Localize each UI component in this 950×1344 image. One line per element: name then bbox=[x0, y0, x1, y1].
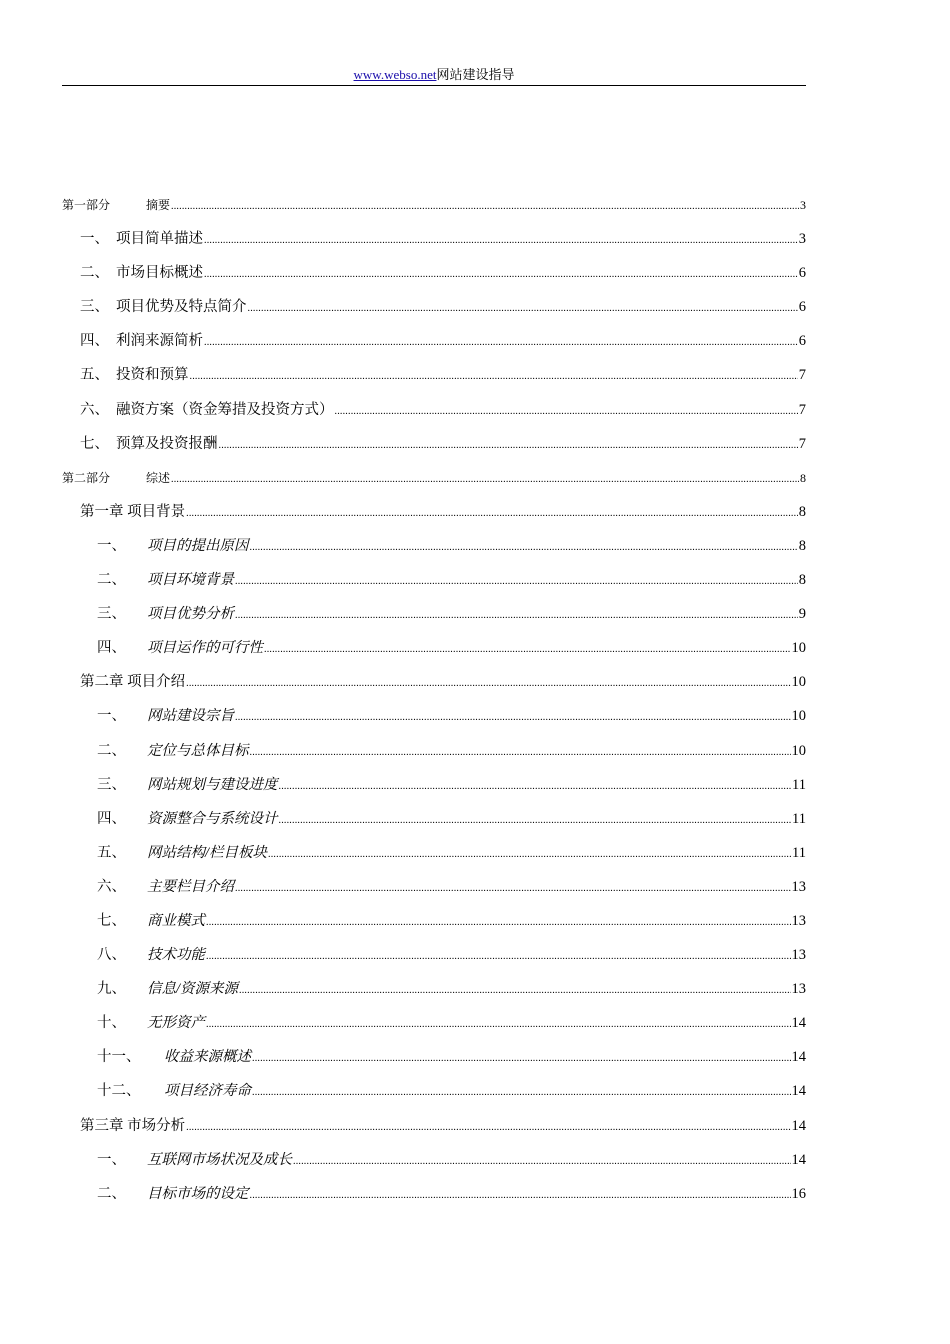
toc-dot-leader bbox=[235, 872, 791, 906]
toc-entry-page-number: 8 bbox=[800, 470, 806, 485]
toc-entry-title: 资源整合与系统设计 bbox=[147, 810, 278, 827]
toc-entry-page-number: 7 bbox=[798, 367, 806, 384]
toc-entry-title: 网站结构/栏目板块 bbox=[147, 844, 268, 861]
toc-entry-title: 市场目标概述 bbox=[116, 265, 203, 282]
toc-entry[interactable] bbox=[62, 324, 806, 358]
toc-entry-page-number: 10 bbox=[791, 674, 806, 691]
toc-entry-page-number: 3 bbox=[798, 231, 806, 248]
toc-entry-page-number: 16 bbox=[791, 1185, 806, 1202]
toc-entry-page-number: 6 bbox=[798, 333, 806, 350]
toc-entry-page-number: 14 bbox=[791, 1117, 806, 1134]
toc-dot-leader bbox=[335, 395, 798, 429]
toc-entry-title: 利润来源简析 bbox=[116, 333, 203, 350]
toc-entry-number: 一、 bbox=[97, 1151, 126, 1168]
toc-entry-title: 网站建设宗旨 bbox=[147, 708, 234, 725]
toc-entry-title: 网站规划与建设进度 bbox=[147, 776, 278, 793]
toc-dot-leader bbox=[250, 1179, 791, 1213]
toc-entry-title: 第二章 项目介绍 bbox=[80, 674, 186, 691]
toc-dot-leader bbox=[235, 701, 791, 735]
toc-dot-leader bbox=[204, 258, 798, 292]
toc-entry[interactable] bbox=[62, 427, 806, 461]
table-of-contents bbox=[62, 188, 806, 1211]
toc-entry-number: 四、 bbox=[97, 640, 126, 657]
toc-dot-leader bbox=[235, 565, 798, 599]
toc-entry-page-number: 10 bbox=[791, 742, 806, 759]
toc-entry-number: 四、 bbox=[97, 810, 126, 827]
toc-entry-page-number: 11 bbox=[792, 776, 806, 793]
toc-entry-number: 二、 bbox=[97, 742, 126, 759]
toc-entry-title: 目标市场的设定 bbox=[147, 1185, 249, 1202]
toc-entry[interactable] bbox=[62, 290, 806, 324]
toc-entry[interactable] bbox=[62, 1177, 806, 1211]
toc-entry-page-number: 9 bbox=[798, 606, 806, 623]
toc-dot-leader bbox=[190, 360, 798, 394]
toc-entry-title: 融资方案（资金筹措及投资方式） bbox=[116, 401, 334, 418]
toc-entry-page-number: 8 bbox=[798, 537, 806, 554]
toc-entry-page-number: 8 bbox=[798, 503, 806, 520]
toc-entry-page-number: 13 bbox=[791, 981, 806, 998]
toc-entry-title: 定位与总体目标 bbox=[147, 742, 249, 759]
toc-entry-number: 十二、 bbox=[97, 1083, 141, 1100]
toc-entry-number: 第二部分 bbox=[62, 470, 111, 485]
toc-entry[interactable] bbox=[62, 529, 806, 563]
toc-entry[interactable] bbox=[62, 358, 806, 392]
toc-dot-leader bbox=[171, 463, 799, 497]
toc-entry[interactable] bbox=[62, 188, 806, 222]
toc-entry-number: 十一、 bbox=[97, 1049, 141, 1066]
toc-entry[interactable] bbox=[62, 495, 806, 529]
toc-entry-page-number: 10 bbox=[791, 708, 806, 725]
toc-entry-title: 项目简单描述 bbox=[116, 231, 203, 248]
toc-dot-leader bbox=[206, 1008, 791, 1042]
toc-entry-page-number: 13 bbox=[791, 912, 806, 929]
toc-entry-page-number: 7 bbox=[798, 435, 806, 452]
toc-entry-number: 六、 bbox=[97, 878, 126, 895]
toc-entry-page-number: 8 bbox=[798, 572, 806, 589]
toc-entry-number: 八、 bbox=[97, 947, 126, 964]
toc-entry[interactable] bbox=[62, 802, 806, 836]
toc-dot-leader bbox=[171, 190, 799, 224]
toc-entry-title: 无形资产 bbox=[147, 1015, 205, 1032]
toc-dot-leader bbox=[186, 497, 798, 531]
toc-entry-title: 项目经济寿命 bbox=[164, 1083, 251, 1100]
toc-entry-number: 二、 bbox=[80, 265, 109, 282]
toc-dot-leader bbox=[239, 974, 790, 1008]
toc-entry-number: 一、 bbox=[80, 231, 109, 248]
toc-entry-title: 第三章 市场分析 bbox=[80, 1117, 186, 1134]
toc-entry-title: 摘要 bbox=[146, 198, 171, 212]
toc-entry-page-number: 11 bbox=[792, 810, 806, 827]
toc-entry-page-number: 7 bbox=[798, 401, 806, 418]
toc-entry-title: 项目运作的可行性 bbox=[147, 640, 263, 657]
toc-entry-number: 四、 bbox=[80, 333, 109, 350]
toc-entry-page-number: 14 bbox=[791, 1151, 806, 1168]
toc-entry-title: 项目优势及特点简介 bbox=[116, 299, 247, 316]
toc-entry-number: 六、 bbox=[80, 401, 109, 418]
toc-entry-title: 收益来源概述 bbox=[164, 1049, 251, 1066]
toc-entry[interactable] bbox=[62, 1074, 806, 1108]
toc-dot-leader bbox=[248, 292, 798, 326]
toc-entry[interactable] bbox=[62, 1109, 806, 1143]
toc-dot-leader bbox=[279, 770, 792, 804]
header-divider bbox=[62, 85, 806, 86]
toc-entry[interactable] bbox=[62, 699, 806, 733]
toc-entry-title: 互联网市场状况及成长 bbox=[147, 1151, 292, 1168]
toc-entry-title: 项目的提出原因 bbox=[147, 537, 249, 554]
toc-dot-leader bbox=[204, 326, 798, 360]
toc-entry-number: 三、 bbox=[97, 776, 126, 793]
toc-entry-title: 项目环境背景 bbox=[147, 572, 234, 589]
toc-entry[interactable] bbox=[62, 1040, 806, 1074]
toc-entry[interactable] bbox=[62, 393, 806, 427]
toc-entry-number: 二、 bbox=[97, 1185, 126, 1202]
toc-entry-number: 五、 bbox=[80, 367, 109, 384]
toc-entry-title: 预算及投资报酬 bbox=[116, 435, 218, 452]
toc-entry[interactable] bbox=[62, 1143, 806, 1177]
toc-dot-leader bbox=[235, 599, 798, 633]
toc-dot-leader bbox=[219, 429, 798, 463]
toc-entry-title: 综述 bbox=[146, 470, 171, 485]
toc-entry-page-number: 6 bbox=[798, 265, 806, 282]
toc-entry[interactable] bbox=[62, 461, 806, 495]
toc-entry[interactable] bbox=[62, 836, 806, 870]
toc-entry-page-number: 10 bbox=[791, 640, 806, 657]
toc-entry-number: 二、 bbox=[97, 572, 126, 589]
toc-entry[interactable] bbox=[62, 870, 806, 904]
toc-dot-leader bbox=[252, 1042, 791, 1076]
toc-entry-number: 七、 bbox=[97, 912, 126, 929]
toc-entry-page-number: 6 bbox=[798, 299, 806, 316]
toc-entry-page-number: 13 bbox=[791, 878, 806, 895]
toc-entry-title: 第一章 项目背景 bbox=[80, 503, 186, 520]
website-link[interactable]: www.webso.net bbox=[353, 67, 437, 82]
toc-entry[interactable] bbox=[62, 1006, 806, 1040]
toc-entry-title: 主要栏目介绍 bbox=[147, 878, 234, 895]
toc-entry-page-number: 11 bbox=[792, 844, 806, 861]
toc-entry-number: 五、 bbox=[97, 844, 126, 861]
toc-entry-title: 技术功能 bbox=[147, 947, 205, 964]
toc-entry-number: 七、 bbox=[80, 435, 109, 452]
toc-entry-page-number: 14 bbox=[791, 1015, 806, 1032]
toc-entry[interactable] bbox=[62, 597, 806, 631]
toc-dot-leader bbox=[250, 736, 791, 770]
toc-dot-leader bbox=[206, 906, 791, 940]
toc-dot-leader bbox=[279, 804, 792, 838]
toc-dot-leader bbox=[250, 531, 798, 565]
toc-entry-title: 项目优势分析 bbox=[147, 606, 234, 623]
toc-entry[interactable] bbox=[62, 972, 806, 1006]
toc-entry-number: 一、 bbox=[97, 537, 126, 554]
toc-dot-leader bbox=[264, 633, 791, 667]
toc-entry-number: 九、 bbox=[97, 981, 126, 998]
toc-entry-page-number: 13 bbox=[791, 947, 806, 964]
toc-entry-number: 十、 bbox=[97, 1015, 126, 1032]
toc-dot-leader bbox=[252, 1076, 791, 1110]
toc-dot-leader bbox=[204, 224, 798, 258]
toc-entry[interactable] bbox=[62, 222, 806, 256]
toc-entry-page-number: 14 bbox=[791, 1049, 806, 1066]
toc-dot-leader bbox=[206, 940, 791, 974]
toc-entry[interactable] bbox=[62, 734, 806, 768]
toc-entry-title: 投资和预算 bbox=[116, 367, 189, 384]
toc-dot-leader bbox=[293, 1145, 791, 1179]
toc-entry-page-number: 3 bbox=[800, 198, 806, 212]
header-title: 网站建设指导 bbox=[436, 67, 515, 82]
toc-entry-number: 一、 bbox=[97, 708, 126, 725]
page-header bbox=[62, 66, 806, 84]
toc-entry-number: 第一部分 bbox=[62, 198, 111, 212]
toc-entry[interactable] bbox=[62, 904, 806, 938]
toc-entry[interactable] bbox=[62, 938, 806, 972]
toc-entry-number: 三、 bbox=[80, 299, 109, 316]
toc-entry[interactable] bbox=[62, 256, 806, 290]
toc-entry-page-number: 14 bbox=[791, 1083, 806, 1100]
toc-entry[interactable] bbox=[62, 768, 806, 802]
toc-dot-leader bbox=[186, 667, 790, 701]
toc-dot-leader bbox=[268, 838, 791, 872]
toc-entry-title: 商业模式 bbox=[147, 912, 205, 929]
toc-entry-title: 信息/资源来源 bbox=[147, 981, 239, 998]
toc-entry[interactable] bbox=[62, 563, 806, 597]
toc-dot-leader bbox=[186, 1111, 790, 1145]
toc-entry[interactable] bbox=[62, 631, 806, 665]
toc-entry[interactable] bbox=[62, 665, 806, 699]
toc-entry-number: 三、 bbox=[97, 606, 126, 623]
